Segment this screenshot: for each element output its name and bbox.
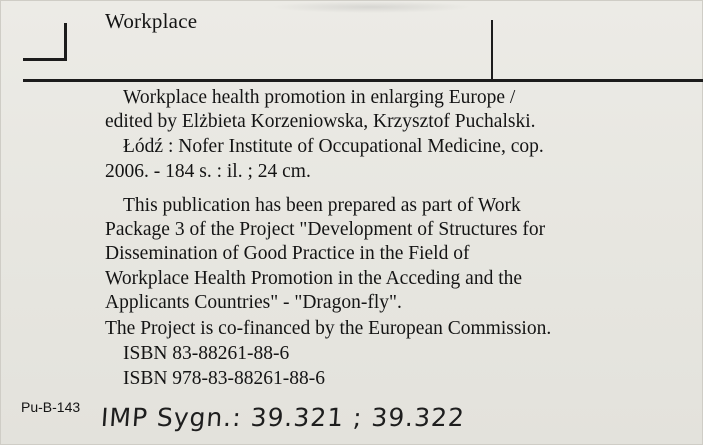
imprint-line: Łódź : Nofer Institute of Occupational Medicine, cop. [123, 136, 544, 157]
card-heading: Workplace [105, 9, 198, 33]
note-line: Package 3 of the Project "Development of Structures for [105, 219, 546, 240]
note-line: Workplace Health Promotion in the Acceding and the [105, 268, 523, 289]
isbn-line: ISBN 978-83-88261-88-6 [123, 368, 326, 389]
physical-description-line: 2006. - 184 s. : il. ; 24 cm. [105, 161, 311, 182]
note-line: This publication has been prepared as part of Work [123, 195, 521, 216]
title-line: Workplace health promotion in enlarging Europe / [123, 87, 516, 108]
note-line: Dissemination of Good Practice in the Field of [105, 243, 470, 264]
reference-code: Pu-B-143 [21, 399, 81, 415]
heading-divider-horizontal [23, 79, 703, 82]
corner-bracket-vertical [64, 23, 67, 61]
note-line: Applicants Countries" - "Dragon-fly". [105, 292, 402, 313]
editors-line: edited by Elżbieta Korzeniowska, Krzysztof Puchalski. [105, 111, 536, 132]
funding-note-line: The Project is co-financed by the European Commission. [105, 318, 552, 339]
isbn-line: ISBN 83-88261-88-6 [123, 343, 290, 364]
corner-bracket-horizontal [23, 58, 67, 61]
smudge-mark [271, 1, 471, 13]
heading-divider-vertical [491, 20, 493, 82]
handwritten-signature: IMP Sygn.: 39.321 ; 39.322 [99, 403, 466, 432]
